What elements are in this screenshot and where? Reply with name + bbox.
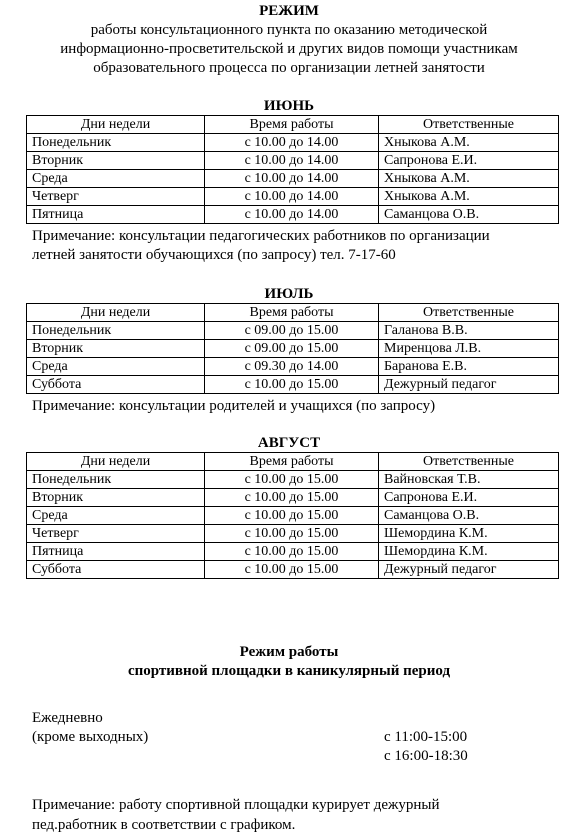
day-cell: Суббота: [27, 376, 205, 394]
responsible-cell: Саманцова О.В.: [379, 206, 559, 224]
sport-note-line-2: пед.работник в соответствии с графиком.: [32, 817, 296, 833]
august-heading: АВГУСТ: [257, 435, 321, 451]
column-header-days: Дни недели: [27, 453, 205, 471]
june-schedule-table: [26, 115, 559, 224]
day-cell: Понедельник: [27, 471, 205, 489]
day-cell: Понедельник: [27, 134, 205, 152]
day-cell: Четверг: [27, 188, 205, 206]
column-header-time: Время работы: [205, 453, 379, 471]
time-cell: с 10.00 до 15.00: [205, 471, 379, 489]
table-row: [27, 170, 559, 188]
day-cell: Пятница: [27, 206, 205, 224]
document-subtitle-line-1: работы консультационного пункта по оказанию методической: [90, 22, 488, 38]
july-schedule-table: [26, 303, 559, 394]
table-row: [27, 471, 559, 489]
day-cell: Вторник: [27, 340, 205, 358]
table-header-row: [27, 116, 559, 134]
responsible-cell: Хныкова А.М.: [379, 170, 559, 188]
time-cell: с 10.00 до 14.00: [205, 206, 379, 224]
responsible-cell: Сапронова Е.И.: [379, 152, 559, 170]
responsible-cell: Сапронова Е.И.: [379, 489, 559, 507]
table-row: [27, 322, 559, 340]
sport-time-1: с 11:00-15:00: [384, 729, 468, 745]
time-cell: с 10.00 до 14.00: [205, 152, 379, 170]
responsible-cell: Шемордина К.М.: [379, 525, 559, 543]
table-row: [27, 188, 559, 206]
time-cell: с 10.00 до 15.00: [205, 561, 379, 579]
responsible-cell: Миренцова Л.В.: [379, 340, 559, 358]
day-cell: Суббота: [27, 561, 205, 579]
sport-daily-label: Ежедневно: [32, 710, 103, 726]
responsible-cell: Хныкова А.М.: [379, 188, 559, 206]
table-row: [27, 507, 559, 525]
day-cell: Вторник: [27, 489, 205, 507]
june-heading: ИЮНЬ: [263, 98, 315, 114]
column-header-days: Дни недели: [27, 116, 205, 134]
column-header-days: Дни недели: [27, 304, 205, 322]
july-heading: ИЮЛЬ: [264, 286, 314, 302]
june-note-line-2: летней занятости обучающихся (по запросу) тел. 7-17-60: [32, 247, 396, 263]
responsible-cell: Хныкова А.М.: [379, 134, 559, 152]
sport-time-2: с 16:00-18:30: [384, 748, 468, 764]
responsible-cell: Саманцова О.В.: [379, 507, 559, 525]
table-row: [27, 206, 559, 224]
column-header-responsible: Ответственные: [379, 304, 559, 322]
time-cell: с 10.00 до 14.00: [205, 188, 379, 206]
day-cell: Вторник: [27, 152, 205, 170]
time-cell: с 09.30 до 14.00: [205, 358, 379, 376]
column-header-time: Время работы: [205, 304, 379, 322]
responsible-cell: Вайновская Т.В.: [379, 471, 559, 489]
table-row: [27, 525, 559, 543]
day-cell: Понедельник: [27, 322, 205, 340]
responsible-cell: Дежурный педагог: [379, 376, 559, 394]
document-subtitle-line-2: информационно-просветительской и других видов помощи участникам: [60, 41, 518, 57]
time-cell: с 10.00 до 14.00: [205, 134, 379, 152]
table-row: [27, 376, 559, 394]
july-note: Примечание: консультации родителей и учащихся (по запросу): [32, 398, 436, 414]
time-cell: с 10.00 до 15.00: [205, 543, 379, 561]
table-row: [27, 489, 559, 507]
day-cell: Среда: [27, 170, 205, 188]
responsible-cell: Галанова В.В.: [379, 322, 559, 340]
table-header-row: [27, 304, 559, 322]
table-row: [27, 152, 559, 170]
table-row: [27, 561, 559, 579]
document-subtitle-line-3: образовательного процесса по организации летней занятости: [93, 60, 485, 76]
column-header-responsible: Ответственные: [379, 453, 559, 471]
day-cell: Среда: [27, 358, 205, 376]
sport-except-label: (кроме выходных): [32, 729, 149, 745]
day-cell: Пятница: [27, 543, 205, 561]
sport-title-line-2: спортивной площадки в каникулярный период: [127, 663, 451, 679]
time-cell: с 10.00 до 15.00: [205, 507, 379, 525]
responsible-cell: Дежурный педагог: [379, 561, 559, 579]
sport-note-line-1: Примечание: работу спортивной площадки курирует дежурный: [32, 797, 440, 813]
table-row: [27, 543, 559, 561]
time-cell: с 09.00 до 15.00: [205, 340, 379, 358]
time-cell: с 10.00 до 15.00: [205, 376, 379, 394]
time-cell: с 09.00 до 15.00: [205, 322, 379, 340]
table-row: [27, 358, 559, 376]
table-header-row: [27, 453, 559, 471]
time-cell: с 10.00 до 14.00: [205, 170, 379, 188]
table-row: [27, 340, 559, 358]
document-title: РЕЖИМ: [259, 3, 319, 19]
time-cell: с 10.00 до 15.00: [205, 525, 379, 543]
table-row: [27, 134, 559, 152]
sport-title-line-1: Режим работы: [239, 644, 339, 660]
day-cell: Среда: [27, 507, 205, 525]
august-schedule-table: [26, 452, 559, 579]
column-header-responsible: Ответственные: [379, 116, 559, 134]
june-note-line-1: Примечание: консультации педагогических работников по организации: [32, 228, 490, 244]
responsible-cell: Баранова Е.В.: [379, 358, 559, 376]
day-cell: Четверг: [27, 525, 205, 543]
column-header-time: Время работы: [205, 116, 379, 134]
time-cell: с 10.00 до 15.00: [205, 489, 379, 507]
responsible-cell: Шемордина К.М.: [379, 543, 559, 561]
